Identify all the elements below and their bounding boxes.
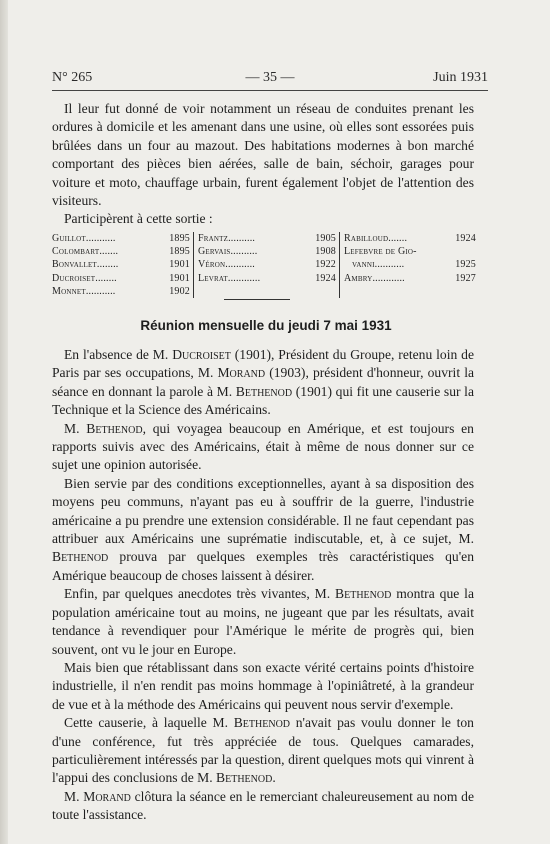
intro-text: [52, 100, 474, 229]
participant-row: Bonvallet........ 1901: [52, 259, 190, 271]
participants-intro: Participèrent à cette sortie :: [64, 211, 213, 227]
participant-row: Ducroiset........ 1901: [52, 272, 190, 284]
participants-column-2: [198, 232, 340, 298]
intro-paragraph: Il leur fut donné de voir notamment un réseau de conduites prenant les ordures à domicile et les amenant dans une usine, où elles sont essorées puis brûlées dans un four au mazout. Des habitations modernes à bon marché comportant des pièces bien aérées, salle de bain, séchoir, garages pour voiture et moto, chauffage urbain, furent également l'objet de l'attention des visiteurs.: [52, 101, 474, 209]
section-title: Réunion mensuelle du jeudi 7 mai 1931: [140, 318, 392, 333]
report-body: [52, 346, 474, 825]
body-paragraph: Cette causerie, à laquelle M. Bethenod n'avait pas voulu donner le ton d'une conférence, fut très appréciée de tous. Quelques camarades, particulièrement intéressés par la question, dirent quelques mots qui vinrent à l'appui des conclusions de M. Bethenod.: [52, 715, 474, 786]
participant-row: vanni........... 1925: [352, 259, 476, 271]
issue-date: Juin 1931: [433, 70, 488, 85]
participants-column-3: [344, 232, 479, 298]
participant-row: Gervais.......... 1908: [198, 246, 336, 258]
section-divider: [224, 299, 290, 300]
body-paragraph: Enfin, par quelques anecdotes très vivantes, M. Bethenod montra que la population américaine tout au moins, ne jugeant que par les résultats, avait tendance à revendiquer pour l'Amérique le mérite de progrès qui, bien souvent, ont vu le jour en Europe.: [52, 586, 474, 657]
issue-number: N° 265: [52, 70, 93, 85]
participants-table: [52, 232, 480, 298]
page-number: — 35 —: [245, 70, 295, 85]
participant-row: Colombart....... 1895: [52, 246, 190, 258]
participant-row: Frantz.......... 1905: [198, 233, 336, 244]
body-paragraph: M. Morand clôtura la séance en le remerciant chaleureusement au nom de toute l'assistance.: [52, 788, 474, 823]
header-rule: [52, 90, 488, 91]
participant-row: Levrat............ 1924: [198, 272, 336, 284]
participants-column-1: [52, 232, 194, 298]
body-paragraph: Mais bien que rétablissant dans son exacte vérité certains points d'histoire industrielle, il n'en rendit pas moins hommage à l'opiniâtreté, à la grandeur de vue et à la méthode des Américains qui peuvent nous servir d'exemple.: [52, 659, 474, 712]
participant-row: Monnet........... 1902: [52, 285, 190, 297]
body-paragraph: En l'absence de M. Ducroiset (1901), Président du Groupe, retenu loin de Paris par ses occupations, M. Morand (1903), président d'honneur, ouvrit la séance en donnant la parole à M. Bethenod (1901) qui fit une causerie sur la Technique et la Science des Américains.: [52, 347, 475, 418]
body-paragraph: M. Bethenod, qui voyagea beaucoup en Amérique, et est toujours en rapports suivis avec des Américains, était à même de nous donner sur ce sujet une opinion autorisée.: [52, 420, 474, 473]
participant-row: Lefebvre de Gio-: [344, 246, 417, 258]
page-spine-shadow: [0, 0, 8, 844]
participant-row: Guillot........... 1895: [52, 233, 190, 244]
page-header: [52, 70, 488, 86]
participant-row: Rabilloud....... 1924: [344, 233, 476, 244]
body-paragraph: Bien servie par des conditions exceptionnelles, ayant à sa disposition des moyens peu communs, n'ayant pas eu à souffrir de la guerre, l'industrie américaine a pu prendre une extension considérable. Il ne faut cependant pas attribuer aux Américains une suprématie indiscutable, et, à ce sujet, M. Bethenod prouva par quelques exemples très caractéristiques qu'en Amérique beaucoup de choses laissent à désirer.: [52, 475, 474, 583]
participant-row: Véron........... 1922: [198, 259, 336, 271]
participant-row: Ambry............ 1927: [344, 272, 476, 284]
